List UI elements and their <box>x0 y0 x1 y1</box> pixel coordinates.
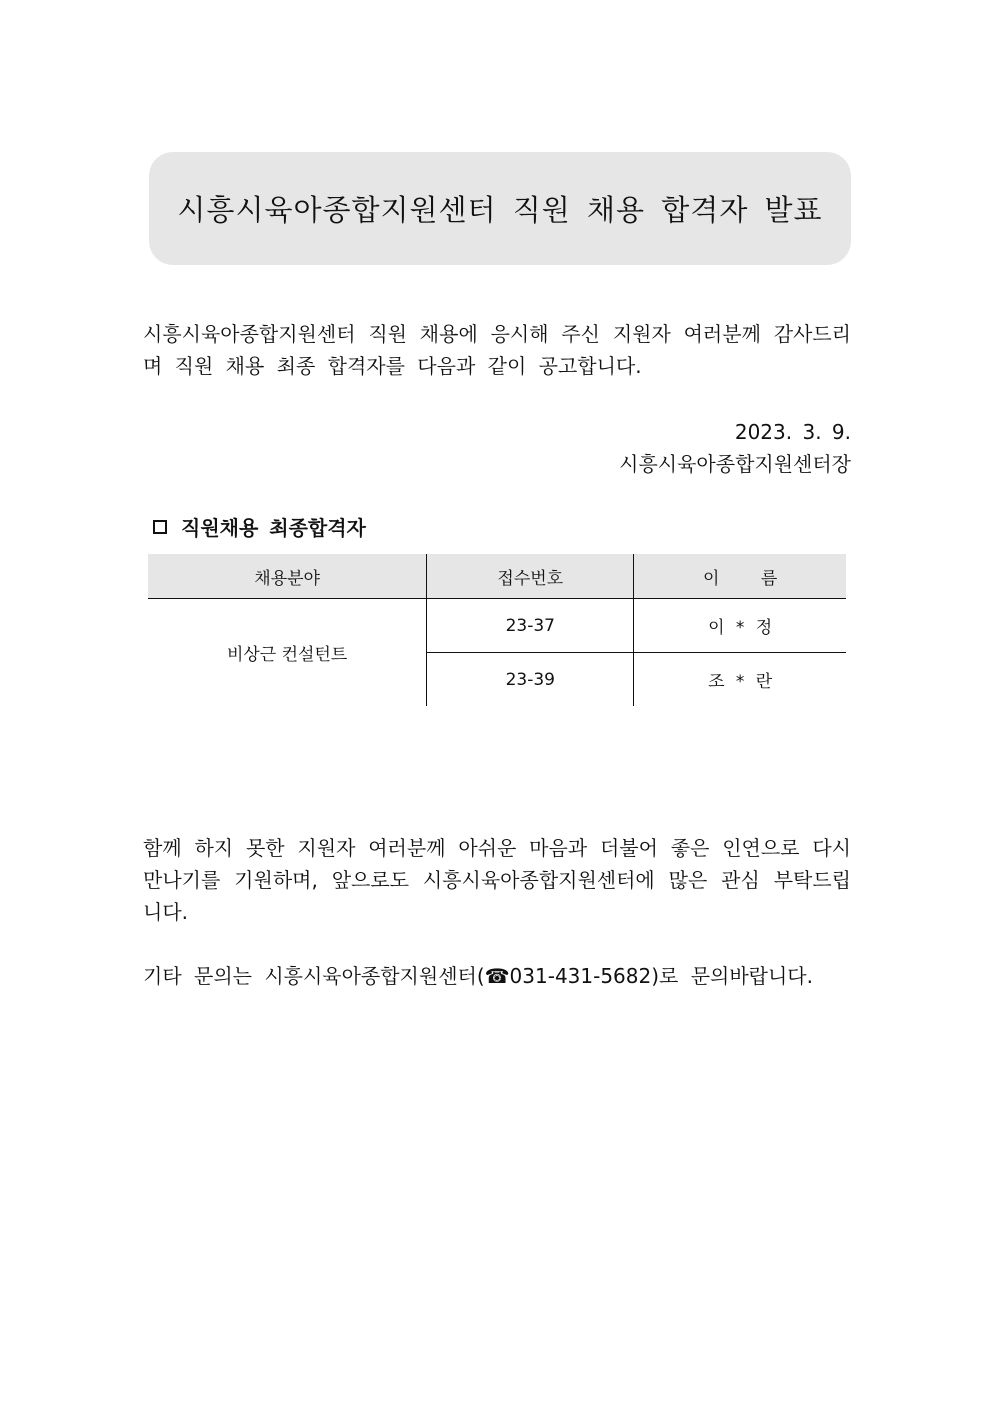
name-cell: 이 * 정 <box>634 599 846 653</box>
section-heading <box>153 512 366 541</box>
checkbox-icon <box>153 520 167 534</box>
table-row <box>148 599 846 653</box>
number-cell: 23-37 <box>427 599 634 653</box>
contact-paragraph: 기타 문의는 시흥시육아종합지원센터(☎031-431-5682)로 문의바랍니다. <box>143 964 813 988</box>
announcement-date: 2023. 3. 9. <box>734 420 851 444</box>
header-field: 채용분야 <box>148 554 427 599</box>
intro-paragraph: 시흥시육아종합지원센터 직원 채용에 응시해 주신 지원자 여러분께 감사드리며 직원 채용 최종 합격자를 다음과 같이 공고합니다. <box>143 322 851 378</box>
section-title: 직원채용 최종합격자 <box>181 516 366 540</box>
page-title: 시흥시육아종합지원센터 직원 채용 합격자 발표 <box>177 193 823 227</box>
field-cell: 비상근 컨설턴트 <box>226 645 348 665</box>
date-block <box>619 416 851 480</box>
table-header-row <box>148 554 846 599</box>
number-cell: 23-39 <box>427 653 634 707</box>
closing-paragraph: 함께 하지 못한 지원자 여러분께 아쉬운 마음과 더불어 좋은 인연으로 다시 만나기를 기원하며, 앞으로도 시흥시육아종합지원센터에 많은 관심 부탁드립니다. <box>143 836 851 924</box>
header-number: 접수번호 <box>427 554 634 599</box>
result-table <box>148 554 846 706</box>
header-name: 이 름 <box>634 554 846 599</box>
name-cell: 조 * 란 <box>634 653 846 707</box>
issuer-name: 시흥시육아종합지원센터장 <box>619 452 851 476</box>
title-box <box>149 152 851 265</box>
